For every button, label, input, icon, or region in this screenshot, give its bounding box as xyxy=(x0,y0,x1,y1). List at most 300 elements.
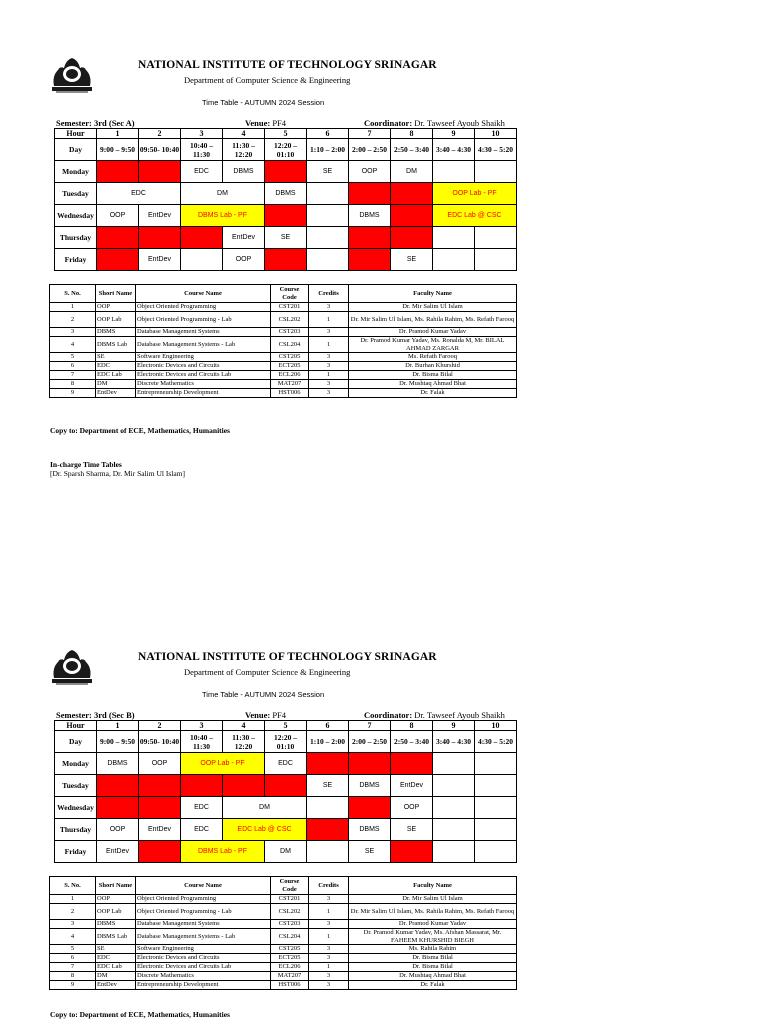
course-short-name: OOP Lab xyxy=(96,904,136,920)
coordinator-label: Coordinator: xyxy=(364,118,413,128)
time-slot-cell: 12:20 – 01:10 xyxy=(265,139,307,161)
course-short-name: EDC xyxy=(96,362,136,371)
class-slot: EDC xyxy=(97,183,181,205)
course-code: CSL204 xyxy=(271,929,309,945)
course-header-row xyxy=(50,285,517,303)
course-header-cell: Credits xyxy=(309,285,349,303)
course-header-cell: Course Name xyxy=(136,877,271,895)
class-slot: EntDev xyxy=(139,249,181,271)
course-short-name: DBMS xyxy=(96,920,136,929)
timetable-page-sec-a xyxy=(0,52,768,492)
day-name-cell: Wednesday xyxy=(55,797,97,819)
course-short-name: SE xyxy=(96,353,136,362)
course-name: Software Engineering xyxy=(136,945,271,954)
hour-header-cell: Hour xyxy=(55,129,97,139)
blocked-slot xyxy=(223,775,265,797)
course-sno: 1 xyxy=(50,303,96,312)
class-slot xyxy=(307,797,349,819)
day-name-cell: Friday xyxy=(55,841,97,863)
course-name: Object Oriented Programming xyxy=(136,303,271,312)
class-slot xyxy=(307,249,349,271)
day-name-cell: Monday xyxy=(55,161,97,183)
course-table xyxy=(49,284,517,398)
course-name: Object Oriented Programming xyxy=(136,895,271,904)
class-slot xyxy=(433,227,475,249)
hour-header-cell: Hour xyxy=(55,721,97,731)
copy-to-note: Copy to: Department of ECE, Mathematics, Humanities xyxy=(50,426,230,435)
time-slot-cell: 1:10 – 2:00 xyxy=(307,139,349,161)
course-credits: 3 xyxy=(309,972,349,981)
class-slot: DBMS xyxy=(349,775,391,797)
hour-header-cell: 4 xyxy=(223,721,265,731)
course-credits: 3 xyxy=(309,328,349,337)
time-slot-cell: 11:30 – 12:20 xyxy=(223,139,265,161)
course-code: HST006 xyxy=(271,389,309,398)
blocked-slot xyxy=(349,797,391,819)
blocked-slot xyxy=(97,227,139,249)
class-slot: EntDev xyxy=(391,775,433,797)
institute-name: NATIONAL INSTITUTE OF TECHNOLOGY SRINAGAR xyxy=(138,651,437,663)
hour-header-cell: 7 xyxy=(349,129,391,139)
day-row-monday xyxy=(55,753,517,775)
timetable-title: Time Table - AUTUMN 2024 Session xyxy=(202,98,325,107)
course-faculty: Dr. Pramod Kumar Yadav, Ms. Ronalda M, Mr. BILAL AHMAD ZARGAR xyxy=(349,337,517,353)
class-slot: EntDev xyxy=(139,205,181,227)
coordinator-info xyxy=(364,710,505,720)
course-short-name: EDC Lab xyxy=(96,963,136,972)
course-faculty: Dr. Falak xyxy=(349,389,517,398)
blocked-slot xyxy=(391,227,433,249)
class-slot: DBMS xyxy=(349,819,391,841)
course-name: Electronic Devices and Circuits xyxy=(136,362,271,371)
hour-header-cell: 8 xyxy=(391,129,433,139)
course-row xyxy=(50,362,517,371)
class-slot: DM xyxy=(223,797,307,819)
course-name: Database Management Systems - Lab xyxy=(136,337,271,353)
course-header-cell: Faculty Name xyxy=(349,877,517,895)
course-code: CSL204 xyxy=(271,337,309,353)
blocked-slot xyxy=(391,183,433,205)
blocked-slot xyxy=(391,205,433,227)
lab-slot: OOP Lab - PF xyxy=(181,753,265,775)
lab-slot: DBMS Lab - PF xyxy=(181,841,265,863)
hour-header-cell: 10 xyxy=(475,129,517,139)
course-sno: 8 xyxy=(50,380,96,389)
class-slot xyxy=(433,775,475,797)
class-slot: EDC xyxy=(181,161,223,183)
day-name-cell: Thursday xyxy=(55,227,97,249)
course-faculty: Dr. Pramod Kumar Yadav xyxy=(349,328,517,337)
hour-header-cell: 3 xyxy=(181,129,223,139)
course-short-name: OOP xyxy=(96,895,136,904)
hour-header-row xyxy=(55,721,517,731)
hour-header-cell: 5 xyxy=(265,129,307,139)
day-name-cell: Tuesday xyxy=(55,183,97,205)
course-row xyxy=(50,303,517,312)
hour-header-cell: 2 xyxy=(139,721,181,731)
class-slot: OOP xyxy=(97,205,139,227)
incharge-block xyxy=(50,460,185,478)
blocked-slot xyxy=(97,249,139,271)
course-code: CST201 xyxy=(271,895,309,904)
course-credits: 3 xyxy=(309,954,349,963)
blocked-slot xyxy=(307,819,349,841)
course-credits: 1 xyxy=(309,929,349,945)
class-slot: DM xyxy=(391,161,433,183)
time-slot-cell: 4:30 – 5:20 xyxy=(475,731,517,753)
lab-slot: EDC Lab @ CSC xyxy=(433,205,517,227)
course-sno: 6 xyxy=(50,362,96,371)
course-header-cell: Credits xyxy=(309,877,349,895)
day-name-cell: Wednesday xyxy=(55,205,97,227)
class-slot: DBMS xyxy=(349,205,391,227)
course-credits: 3 xyxy=(309,353,349,362)
venue-info xyxy=(245,118,286,128)
hour-header-cell: 4 xyxy=(223,129,265,139)
blocked-slot xyxy=(391,753,433,775)
course-short-name: EntDev xyxy=(96,981,136,990)
course-credits: 3 xyxy=(309,380,349,389)
class-slot xyxy=(475,249,517,271)
coordinator-info xyxy=(364,118,505,128)
class-slot: OOP xyxy=(223,249,265,271)
department-name: Department of Computer Science & Engineering xyxy=(184,667,351,677)
course-short-name: DM xyxy=(96,380,136,389)
blocked-slot xyxy=(349,249,391,271)
course-row xyxy=(50,904,517,920)
course-code: HST006 xyxy=(271,981,309,990)
blocked-slot xyxy=(307,753,349,775)
course-sno: 5 xyxy=(50,353,96,362)
class-slot: SE xyxy=(265,227,307,249)
time-slot-cell: 2:50 – 3:40 xyxy=(391,139,433,161)
class-slot: OOP xyxy=(391,797,433,819)
class-slot: DM xyxy=(181,183,265,205)
course-faculty: Dr. Pramod Kumar Yadav, Ms. Afshan Massarat, Mr. FAHEEM KHURSHID BIEGH xyxy=(349,929,517,945)
time-slot-cell: 12:20 – 01:10 xyxy=(265,731,307,753)
incharge-title: In-charge Time Tables xyxy=(50,460,122,469)
course-short-name: DBMS xyxy=(96,328,136,337)
nit-srinagar-logo xyxy=(48,648,96,686)
class-slot xyxy=(307,183,349,205)
course-name: Entrepreneurship Development xyxy=(136,389,271,398)
hour-header-cell: 3 xyxy=(181,721,223,731)
course-credits: 3 xyxy=(309,895,349,904)
time-slot-cell: 10:40 – 11:30 xyxy=(181,139,223,161)
class-slot xyxy=(475,841,517,863)
course-header-cell: Course Name xyxy=(136,285,271,303)
day-name-cell: Thursday xyxy=(55,819,97,841)
course-sno: 7 xyxy=(50,371,96,380)
day-name-cell: Monday xyxy=(55,753,97,775)
time-slot-cell: 9:00 – 9:50 xyxy=(97,731,139,753)
day-row-thursday xyxy=(55,227,517,249)
blocked-slot xyxy=(265,249,307,271)
institute-name: NATIONAL INSTITUTE OF TECHNOLOGY SRINAGAR xyxy=(138,59,437,71)
course-faculty: Dr. Falak xyxy=(349,981,517,990)
class-slot: OOP xyxy=(349,161,391,183)
class-slot: DBMS xyxy=(97,753,139,775)
class-slot xyxy=(475,161,517,183)
class-slot: DBMS xyxy=(265,183,307,205)
department-name: Department of Computer Science & Engineering xyxy=(184,75,351,85)
course-table xyxy=(49,876,517,990)
time-slot-row xyxy=(55,731,517,753)
class-slot xyxy=(475,227,517,249)
blocked-slot xyxy=(139,227,181,249)
hour-header-cell: 6 xyxy=(307,129,349,139)
incharge-names: [Dr. Sparsh Sharma, Dr. Mir Salim Ul Islam] xyxy=(50,469,185,478)
course-name: Discrete Mathematics xyxy=(136,972,271,981)
course-code: ECL206 xyxy=(271,371,309,380)
class-slot xyxy=(433,841,475,863)
day-row-monday xyxy=(55,161,517,183)
day-name-cell: Tuesday xyxy=(55,775,97,797)
course-short-name: DM xyxy=(96,972,136,981)
class-slot: SE xyxy=(349,841,391,863)
course-sno: 7 xyxy=(50,963,96,972)
course-short-name: OOP xyxy=(96,303,136,312)
course-credits: 1 xyxy=(309,337,349,353)
day-row-thursday xyxy=(55,819,517,841)
course-row xyxy=(50,895,517,904)
class-slot: SE xyxy=(391,819,433,841)
blocked-slot xyxy=(349,753,391,775)
schedule-grid xyxy=(54,128,517,271)
blocked-slot xyxy=(181,227,223,249)
course-faculty: Ms. Refath Farooq xyxy=(349,353,517,362)
class-slot: DM xyxy=(265,841,307,863)
course-header-cell: Short Name xyxy=(96,285,136,303)
blocked-slot xyxy=(97,161,139,183)
course-row xyxy=(50,371,517,380)
course-header-cell: Short Name xyxy=(96,877,136,895)
lab-slot: EDC Lab @ CSC xyxy=(223,819,307,841)
course-sno: 3 xyxy=(50,328,96,337)
lab-slot: DBMS Lab - PF xyxy=(181,205,265,227)
day-row-friday xyxy=(55,249,517,271)
blocked-slot xyxy=(265,775,307,797)
class-slot: EntDev xyxy=(223,227,265,249)
course-header-cell: S. No. xyxy=(50,285,96,303)
course-sno: 2 xyxy=(50,312,96,328)
semester-label: Semester: 3rd (Sec A) xyxy=(56,118,135,128)
venue-value: PF4 xyxy=(272,710,287,720)
course-row xyxy=(50,353,517,362)
venue-label: Venue: xyxy=(245,118,271,128)
course-faculty: Dr. Bisma Bilal xyxy=(349,954,517,963)
course-faculty: Dr. Mushtaq Ahmad Bhat xyxy=(349,380,517,389)
blocked-slot xyxy=(349,183,391,205)
course-row xyxy=(50,389,517,398)
course-row xyxy=(50,312,517,328)
venue-label: Venue: xyxy=(245,710,271,720)
course-short-name: EDC xyxy=(96,954,136,963)
course-sno: 4 xyxy=(50,337,96,353)
course-credits: 3 xyxy=(309,920,349,929)
class-slot: EntDev xyxy=(139,819,181,841)
class-slot xyxy=(307,205,349,227)
course-short-name: DBMS Lab xyxy=(96,929,136,945)
hour-header-cell: 9 xyxy=(433,129,475,139)
course-code: MAT207 xyxy=(271,380,309,389)
course-header-cell: Faculty Name xyxy=(349,285,517,303)
course-code: CST205 xyxy=(271,945,309,954)
course-row xyxy=(50,920,517,929)
course-code: CST203 xyxy=(271,920,309,929)
time-slot-cell: 4:30 – 5:20 xyxy=(475,139,517,161)
class-slot xyxy=(433,819,475,841)
course-code: CST205 xyxy=(271,353,309,362)
class-slot xyxy=(307,227,349,249)
class-slot: OOP xyxy=(97,819,139,841)
hour-header-cell: 1 xyxy=(97,721,139,731)
course-code: CST201 xyxy=(271,303,309,312)
class-slot: SE xyxy=(391,249,433,271)
class-slot xyxy=(475,819,517,841)
copy-to-note: Copy to: Department of ECE, Mathematics, Humanities xyxy=(50,1010,230,1019)
class-slot xyxy=(433,249,475,271)
course-sno: 2 xyxy=(50,904,96,920)
course-name: Electronic Devices and Circuits Lab xyxy=(136,963,271,972)
class-slot xyxy=(433,753,475,775)
course-sno: 3 xyxy=(50,920,96,929)
time-slot-cell: 2:50 – 3:40 xyxy=(391,731,433,753)
class-slot xyxy=(475,753,517,775)
course-credits: 1 xyxy=(309,904,349,920)
hour-header-cell: 5 xyxy=(265,721,307,731)
class-slot: EntDev xyxy=(97,841,139,863)
course-row xyxy=(50,954,517,963)
course-name: Electronic Devices and Circuits xyxy=(136,954,271,963)
class-slot: DBMS xyxy=(223,161,265,183)
course-short-name: EntDev xyxy=(96,389,136,398)
time-slot-cell: 3:40 – 4:30 xyxy=(433,731,475,753)
blocked-slot xyxy=(97,775,139,797)
course-faculty: Dr. Mir Salim Ul Islam xyxy=(349,303,517,312)
lab-slot: OOP Lab - PF xyxy=(433,183,517,205)
class-slot: OOP xyxy=(139,753,181,775)
course-header-row xyxy=(50,877,517,895)
blocked-slot xyxy=(265,205,307,227)
nit-srinagar-logo xyxy=(48,56,96,94)
coordinator-value: Dr. Tawseef Ayoub Shaikh xyxy=(414,710,505,720)
course-faculty: Dr. Mir Salim Ul Islam, Ms. Rahila Rahim, Ms. Refath Farooq xyxy=(349,312,517,328)
hour-header-cell: 9 xyxy=(433,721,475,731)
time-slot-cell: 09:50- 10:40 xyxy=(139,139,181,161)
hour-header-cell: 6 xyxy=(307,721,349,731)
course-sno: 5 xyxy=(50,945,96,954)
blocked-slot xyxy=(181,775,223,797)
time-slot-cell: 1:10 – 2:00 xyxy=(307,731,349,753)
course-sno: 4 xyxy=(50,929,96,945)
course-credits: 1 xyxy=(309,963,349,972)
class-slot xyxy=(433,161,475,183)
class-slot: EDC xyxy=(265,753,307,775)
course-faculty: Ms. Rahila Rahim xyxy=(349,945,517,954)
semester-label: Semester: 3rd (Sec B) xyxy=(56,710,135,720)
course-header-cell: Course Code xyxy=(271,877,309,895)
course-credits: 3 xyxy=(309,362,349,371)
course-faculty: Dr. Burhan Khurshid xyxy=(349,362,517,371)
day-row-wednesday xyxy=(55,205,517,227)
course-name: Electronic Devices and Circuits Lab xyxy=(136,371,271,380)
blocked-slot xyxy=(139,775,181,797)
timetable-page-sec-b xyxy=(0,644,768,1024)
blocked-slot xyxy=(139,161,181,183)
hour-header-cell: 10 xyxy=(475,721,517,731)
course-name: Database Management Systems xyxy=(136,328,271,337)
time-slot-cell: Day xyxy=(55,731,97,753)
course-code: CSL202 xyxy=(271,904,309,920)
course-name: Database Management Systems xyxy=(136,920,271,929)
course-short-name: EDC Lab xyxy=(96,371,136,380)
course-faculty: Dr. Bisma Bilal xyxy=(349,371,517,380)
course-name: Discrete Mathematics xyxy=(136,380,271,389)
course-row xyxy=(50,929,517,945)
class-slot xyxy=(433,797,475,819)
course-credits: 3 xyxy=(309,945,349,954)
course-faculty: Dr. Bisma Bilal xyxy=(349,963,517,972)
day-row-wednesday xyxy=(55,797,517,819)
course-row xyxy=(50,963,517,972)
course-row xyxy=(50,328,517,337)
course-credits: 3 xyxy=(309,389,349,398)
hour-header-cell: 8 xyxy=(391,721,433,731)
day-row-tuesday xyxy=(55,775,517,797)
class-slot: EDC xyxy=(181,797,223,819)
course-name: Entrepreneurship Development xyxy=(136,981,271,990)
hour-header-row xyxy=(55,129,517,139)
course-short-name: OOP Lab xyxy=(96,312,136,328)
course-name: Object Oriented Programming - Lab xyxy=(136,904,271,920)
class-slot: EDC xyxy=(181,819,223,841)
course-credits: 3 xyxy=(309,303,349,312)
course-name: Object Oriented Programming - Lab xyxy=(136,312,271,328)
time-slot-cell: 09:50- 10:40 xyxy=(139,731,181,753)
time-slot-row xyxy=(55,139,517,161)
hour-header-cell: 2 xyxy=(139,129,181,139)
coordinator-value: Dr. Tawseef Ayoub Shaikh xyxy=(414,118,505,128)
course-credits: 3 xyxy=(309,981,349,990)
course-sno: 9 xyxy=(50,981,96,990)
hour-header-cell: 7 xyxy=(349,721,391,731)
time-slot-cell: 10:40 – 11:30 xyxy=(181,731,223,753)
venue-info xyxy=(245,710,286,720)
course-faculty: Dr. Pramod Kumar Yadav xyxy=(349,920,517,929)
class-slot: SE xyxy=(307,161,349,183)
time-slot-cell: 11:30 – 12:20 xyxy=(223,731,265,753)
course-faculty: Dr. Mir Salim Ul Islam, Ms. Rahila Rahim, Ms. Refath Farooq xyxy=(349,904,517,920)
time-slot-cell: 3:40 – 4:30 xyxy=(433,139,475,161)
hour-header-cell: 1 xyxy=(97,129,139,139)
day-row-tuesday xyxy=(55,183,517,205)
course-sno: 1 xyxy=(50,895,96,904)
course-code: ECL206 xyxy=(271,963,309,972)
venue-value: PF4 xyxy=(272,118,287,128)
time-slot-cell: 2:00 – 2:50 xyxy=(349,139,391,161)
time-slot-cell: Day xyxy=(55,139,97,161)
blocked-slot xyxy=(139,797,181,819)
course-credits: 1 xyxy=(309,371,349,380)
class-slot xyxy=(307,841,349,863)
course-code: ECT205 xyxy=(271,362,309,371)
course-sno: 6 xyxy=(50,954,96,963)
course-code: CSL202 xyxy=(271,312,309,328)
course-faculty: Dr. Mir Salim Ul Islam xyxy=(349,895,517,904)
course-code: MAT207 xyxy=(271,972,309,981)
course-row xyxy=(50,337,517,353)
